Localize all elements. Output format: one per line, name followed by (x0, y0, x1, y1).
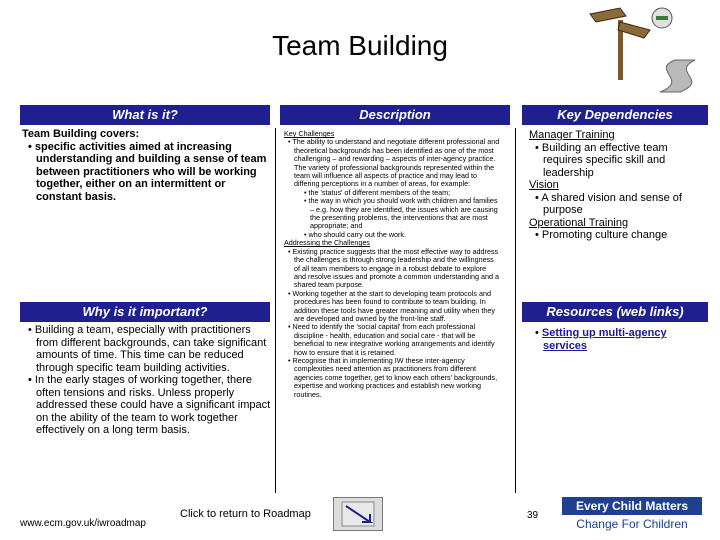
dependency-heading: Operational Training (529, 216, 629, 229)
why-important-bullet-text: Building a team, especially with practitioners from different backgrounds, can take significant amounts of time. This time can be reduced through specific team building activities. (34, 324, 267, 374)
addressing-bullet-text: Existing practice suggests that the most effective way to address the challenges is through strong leadership and the willingness of all team members to engage in a robust debate to explore and resolve issues and promote a common understanding and a shared team purpose. (292, 246, 499, 290)
sub-bullet-text: the 'status' of different members of the team; (308, 187, 451, 197)
key-challenges-sub-bullet: • who should carry out the work. (304, 229, 406, 239)
what-is-it-header: What is it? (20, 105, 270, 125)
dependency-bullet-text: Building an effective team requires specific skill and leadership (541, 141, 668, 179)
dependency-bullet: • Building an effective team requires specific skill and leadership (535, 141, 668, 179)
what-is-it-bullet-text: specific activities aimed at increasing understanding and building a sense of team between practitioners who will be working together, either on an intermittent or constant basis. (34, 140, 267, 203)
dependency-heading: Manager Training (529, 129, 615, 141)
addressing-bullet: • Working together at the start to developing team protocols and procedures has been found to contribute to team building. In addition these tools have greater meaning and utility when they are developed and owned by the front-line staff. (288, 288, 495, 323)
dependency-heading: Vision (529, 179, 559, 191)
resource-link[interactable]: Setting up multi-agency services (541, 327, 667, 352)
dependency-bullet-text: A shared vision and sense of purpose (541, 191, 682, 216)
roadmap-button[interactable] (333, 497, 383, 531)
key-dependencies-header: Key Dependencies (522, 105, 708, 125)
why-important-bullet-text: In the early stages of working together, there often tensions and risks. Unless properly addressed these could have a significant impact on the ability of the team to work together effectively on a long term basis. (34, 374, 271, 436)
dependency-bullet: • A shared vision and sense of purpose (535, 191, 682, 216)
resource-item: • Setting up multi-agency services (535, 327, 667, 352)
sub-bullet-text: the way in which you should work with children and families – e.g. how they are identified, the issues which are causing the presenting problems, the interventions that are most appropriate; and (308, 196, 498, 231)
roadmap-link[interactable]: Click to return to Roadmap (180, 508, 311, 520)
addressing-bullet-text: Need to identify the 'social capital' from each professional discipline - health, education and social care - that will be beneficial to new integrative working arrangements and identify how to ensure that it is retained. (292, 322, 495, 357)
resources-panel (529, 327, 705, 352)
why-important-header: Why is it important? (20, 302, 270, 322)
dependency-bullet-text: Promoting culture change (541, 229, 668, 241)
what-is-it-panel (22, 128, 272, 203)
sub-bullet-text: who should carry out the work. (308, 229, 406, 239)
why-important-bullet: • Building a team, especially with practitioners from different backgrounds, can take significant amounts of time. This time can be reduced through specific team building activities. (28, 324, 267, 374)
logo-line-1: Every Child Matters (562, 497, 702, 515)
addressing-bullet: • Need to identify the 'social capital' from each professional discipline - health, education and social care - that will be beneficial to new integrative working arrangements and identify how to ensure that it is retained. (288, 322, 495, 357)
addressing-heading: Addressing the Challenges (284, 238, 370, 248)
logo-line-2: Change For Children (562, 515, 702, 533)
every-child-matters-logo (562, 497, 702, 533)
page-number: 39 (527, 510, 539, 521)
key-dependencies-panel (529, 129, 705, 242)
what-is-it-bullet: • specific activities aimed at increasing understanding and building a sense of team between practitioners who will be working together, either on an intermittent or constant basis. (28, 140, 267, 203)
addressing-bullet-text: Recognise that in implementing IW these inter-agency complexities need attention as practitioners from different agencies come together, get to know each others' backgrounds, expertise and working practices and establish new working routines. (292, 355, 498, 399)
page-title: Team Building (272, 30, 448, 61)
footer-url: www.ecm.gov.uk/iwroadmap (20, 518, 146, 529)
description-panel (284, 130, 500, 399)
column-divider (275, 128, 276, 493)
key-challenges-bullet-text: The ability to understand and negotiate different professional and theoretical backgrounds has been identified as one of the most challenging – and rewarding – aspects of inter-agency practice. The variety of professional backgrounds represented within the team will influence all aspects of practice and may lead to differing perceptions in a number of areas, for example: (292, 137, 500, 189)
why-important-panel (22, 324, 272, 437)
dependency-bullet: • Promoting culture change (535, 229, 668, 241)
key-challenges-sub-bullet: • the 'status' of different members of the team; (304, 187, 451, 197)
description-header: Description (280, 105, 510, 125)
addressing-bullet-text: Working together at the start to developing team protocols and procedures has been found to contribute to team building. In addition these tools have greater meaning and utility when they are developed and owned by the front-line staff. (292, 288, 495, 323)
resources-header: Resources (web links) (522, 302, 708, 322)
roadmap-arrow-icon (334, 498, 382, 530)
key-challenges-bullet: • The ability to understand and negotiate different professional and theoretical backgrounds has been identified as one of the most challenging – and rewarding – aspects of inter-agency practice. The variety of professional backgrounds represented within the team will influence all aspects of practice and may lead to differing perceptions in a number of areas, for example: (288, 137, 500, 189)
key-challenges-sub-bullet: • the way in which you should work with children and families – e.g. how they are identified, the issues which are causing the presenting problems, the interventions that are most appropriate; and (304, 196, 498, 231)
why-important-bullet: • In the early stages of working together, there often tensions and risks. Unless properly addressed these could have a significant impact on the ability of the team to work together effectively on a long term basis. (28, 374, 271, 436)
key-challenges-heading: Key Challenges (284, 129, 335, 138)
addressing-bullet: • Recognise that in implementing IW these inter-agency complexities need attention as practitioners from different agencies come together, get to know each others' backgrounds, expertise and working practices and establish new working routines. (288, 355, 498, 399)
what-is-it-intro: Team Building covers: (22, 128, 140, 140)
addressing-bullet: • Existing practice suggests that the most effective way to address the challenges is through strong leadership and the willingness of all team members to engage in a robust debate to explore and resolve issues and promote a common understanding and a shared team purpose. (288, 246, 499, 290)
column-divider (515, 128, 516, 493)
